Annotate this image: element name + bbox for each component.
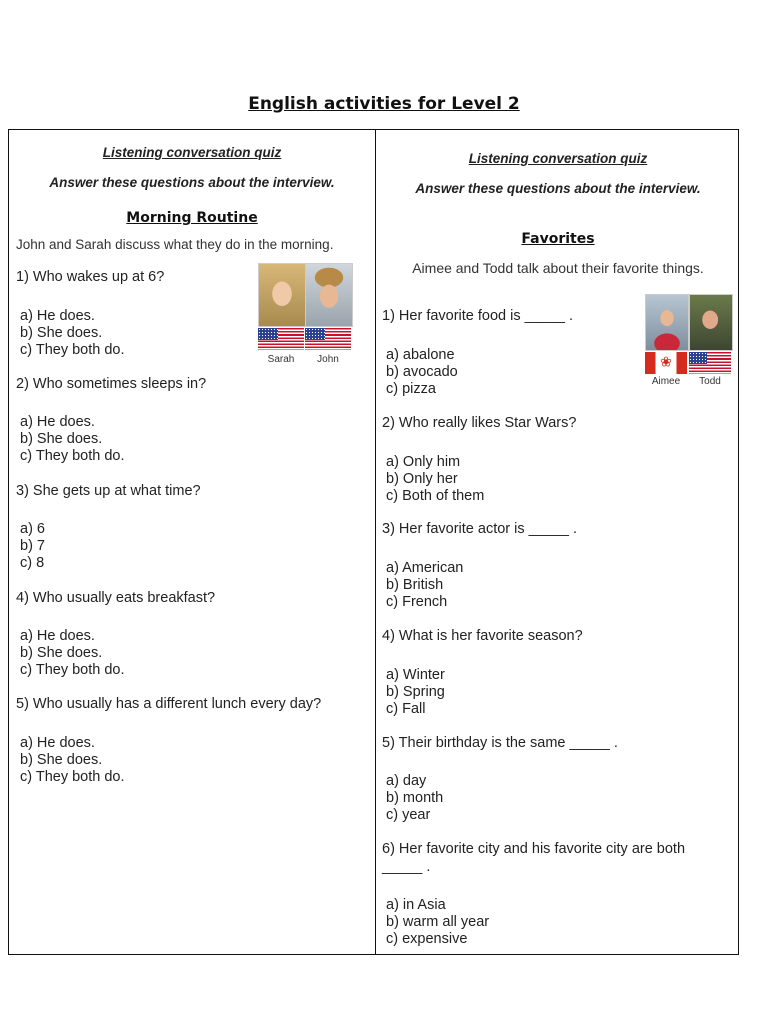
answer-option: b) British [386, 577, 444, 593]
answer-option: c) pizza [386, 381, 436, 397]
left-instructions: Answer these questions about the interview. [49, 175, 335, 190]
answer-option: c) Both of them [386, 488, 485, 504]
canada-flag-icon: ❀ [645, 352, 687, 374]
answer-option: b) 7 [20, 538, 45, 554]
page-title: English activities for Level 2 [248, 94, 520, 114]
answer-option: a) He does. [20, 414, 95, 430]
left-intro: John and Sarah discuss what they do in the morning. [16, 237, 334, 252]
question: 2) Who sometimes sleeps in? [16, 376, 207, 392]
question: 1) Her favorite food is _____ . [382, 308, 574, 324]
photo-caption: Sarah [267, 354, 295, 365]
answer-option: a) He does. [20, 628, 95, 644]
left-section-title: Morning Routine [126, 210, 258, 226]
question: 5) Their birthday is the same _____ . [382, 735, 618, 751]
answer-option: c) They both do. [20, 769, 125, 785]
question: 4) What is her favorite season? [382, 628, 583, 644]
activities-table [8, 129, 739, 955]
answer-option: a) abalone [386, 347, 455, 363]
right-quiz-title: Listening conversation quiz [468, 151, 648, 166]
photo-caption: Aimee [651, 376, 681, 387]
us-flag-icon [305, 328, 351, 350]
answer-option: b) She does. [20, 431, 103, 447]
right-intro: Aimee and Todd talk about their favorite things. [412, 260, 704, 276]
answer-option: c) They both do. [20, 342, 125, 358]
question: 4) Who usually eats breakfast? [16, 590, 216, 606]
question-blank: _____ . [382, 859, 431, 875]
answer-option: b) She does. [20, 752, 103, 768]
aimee-photo [645, 294, 689, 351]
answer-option: c) Fall [386, 701, 426, 717]
answer-option: b) Only her [386, 471, 458, 487]
right-section-title: Favorites [521, 231, 595, 247]
answer-option: c) year [386, 807, 431, 823]
question: 6) Her favorite city and his favorite city are both [382, 841, 686, 857]
answer-option: b) month [386, 790, 444, 806]
answer-option: b) avocado [386, 364, 458, 380]
answer-option: c) 8 [20, 555, 45, 571]
answer-option: a) 6 [20, 521, 45, 537]
right-instructions: Answer these questions about the interview. [415, 181, 701, 196]
answer-option: c) They both do. [20, 448, 125, 464]
photo-caption: Todd [699, 376, 721, 387]
answer-option: a) American [386, 560, 464, 576]
todd-photo [689, 294, 733, 351]
question: 1) Who wakes up at 6? [16, 269, 165, 285]
answer-option: b) Spring [386, 684, 445, 700]
left-quiz-title: Listening conversation quiz [102, 145, 282, 160]
us-flag-icon [689, 352, 731, 374]
answer-option: b) She does. [20, 325, 103, 341]
column-divider [375, 130, 376, 954]
answer-option: a) He does. [20, 735, 95, 751]
answer-option: a) He does. [20, 308, 95, 324]
answer-option: c) expensive [386, 931, 468, 947]
question: 2) Who really likes Star Wars? [382, 415, 577, 431]
answer-option: a) day [386, 773, 427, 789]
answer-option: c) French [386, 594, 448, 610]
question: 3) Her favorite actor is _____ . [382, 521, 578, 537]
question: 5) Who usually has a different lunch every day? [16, 696, 322, 712]
john-photo [305, 263, 353, 327]
us-flag-icon [258, 328, 304, 350]
photo-caption: John [317, 354, 339, 365]
answer-option: c) They both do. [20, 662, 125, 678]
sarah-photo [258, 263, 306, 327]
question: 3) She gets up at what time? [16, 483, 201, 499]
answer-option: a) Winter [386, 667, 445, 683]
answer-option: b) warm all year [386, 914, 490, 930]
answer-option: b) She does. [20, 645, 103, 661]
answer-option: a) in Asia [386, 897, 446, 913]
answer-option: a) Only him [386, 454, 461, 470]
